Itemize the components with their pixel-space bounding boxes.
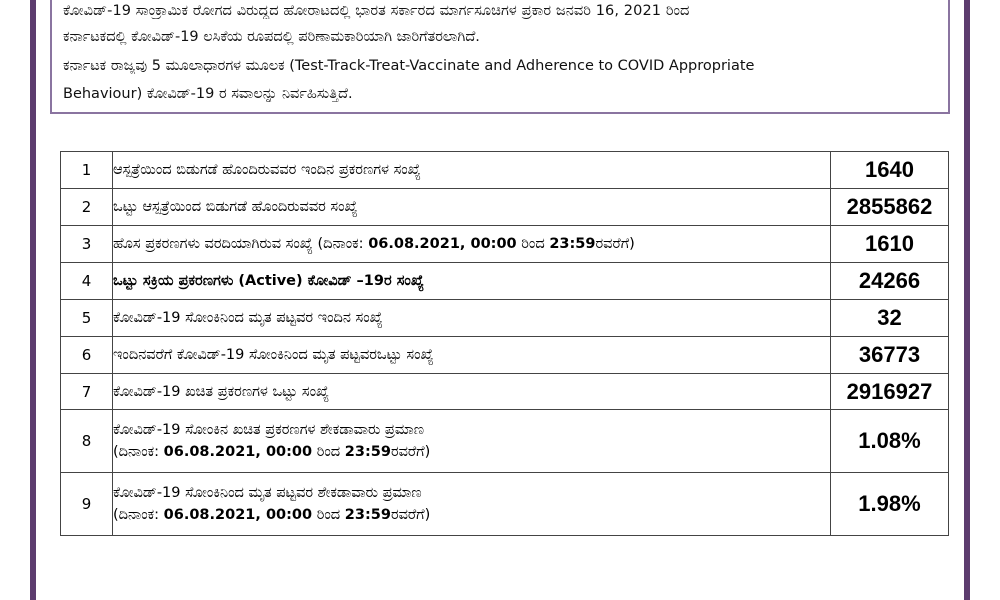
date-range-end: 23:59 xyxy=(344,444,391,460)
row-number: 9 xyxy=(61,473,113,536)
row-value: 1610 xyxy=(831,226,949,263)
desc-part: ರಿಂದ xyxy=(516,236,550,252)
intro-line-3: ಕರ್ನಾಟಕ ರಾಜ್ಯವು 5 ಮೂಲಾಧಾರಗಳ ಮೂಲಕ (Test-Track-Treat-Vaccinate and Adherence to COVID Appropriate xyxy=(63,58,755,74)
intro-line-1: ಕೋವಿಡ್-19 ಸಾಂಕ್ರಾಮಿಕ ರೋಗದ ವಿರುದ್ಧದ ಹೋರಾಟದಲ್ಲಿ ಭಾರತ ಸರ್ಕಾರದ ಮಾರ್ಗಸೂಚಿಗಳ ಪ್ರಕಾರ ಜನವರಿ 16, 2021 ರಿಂದ xyxy=(63,3,690,19)
desc-date-range xyxy=(113,507,830,523)
row-number: 8 xyxy=(61,410,113,473)
row-number: 2 xyxy=(61,189,113,226)
date-range-start: 06.08.2021, 00:00 xyxy=(368,236,517,252)
desc-part: ರಿಂದ xyxy=(312,507,345,523)
covid-stats-table xyxy=(60,151,949,536)
intro-box xyxy=(50,0,950,114)
row-description: ಒಟ್ಟು ಸಕ್ರಿಯ ಪ್ರಕರಣಗಳು (Active) ಕೋವಿಡ್ –19ರ ಸಂಖ್ಯೆ xyxy=(113,263,831,300)
row-description: ಕೋವಿಡ್-19 ಖಚಿತ ಪ್ರಕರಣಗಳ ಒಟ್ಟು ಸಂಖ್ಯೆ xyxy=(113,374,831,410)
table-row xyxy=(61,300,949,337)
table-row xyxy=(61,473,949,536)
row-description: ಆಸ್ಪತ್ರೆಯಿಂದ ಬಿಡುಗಡೆ ಹೊಂದಿರುವವರ ಇಂದಿನ ಪ್ರಕರಣಗಳ ಸಂಖ್ಯೆ xyxy=(113,152,831,189)
date-range-start: 06.08.2021, 00:00 xyxy=(163,444,313,460)
row-value: 1640 xyxy=(831,152,949,189)
desc-date-range xyxy=(113,444,830,460)
table-row xyxy=(61,226,949,263)
row-description xyxy=(113,410,831,473)
row-value: 2855862 xyxy=(831,189,949,226)
desc-part: ರಿಂದ xyxy=(312,444,345,460)
desc-part: (ದಿನಾಂಕ: xyxy=(113,507,164,523)
row-number: 1 xyxy=(61,152,113,189)
row-value: 24266 xyxy=(831,263,949,300)
desc-part: (ದಿನಾಂಕ: xyxy=(113,444,164,460)
row-number: 4 xyxy=(61,263,113,300)
date-range-end: 23:59 xyxy=(549,236,596,252)
row-description xyxy=(113,473,831,536)
table-row xyxy=(61,189,949,226)
desc-part: ಹೊಸ ಪ್ರಕರಣಗಳು ವರದಿಯಾಗಿರುವ ಸಂಖ್ಯೆ (ದಿನಾಂಕ: xyxy=(113,236,369,252)
table-row xyxy=(61,337,949,374)
table-row xyxy=(61,410,949,473)
row-number: 6 xyxy=(61,337,113,374)
desc-part: ರವರೆಗೆ) xyxy=(595,236,635,252)
desc-main: ಕೋವಿಡ್-19 ಸೋಂಕಿನಿಂದ ಮೃತ ಪಟ್ಟವರ ಶೇಕಡಾವಾರು ಪ್ರಮಾಣ xyxy=(113,485,422,501)
table-row xyxy=(61,374,949,410)
row-value: 1.08% xyxy=(831,410,949,473)
row-description xyxy=(113,226,831,263)
intro-line-2: ಕರ್ನಾಟಕದಲ್ಲಿ ಕೋವಿಡ್-19 ಲಸಿಕೆಯ ರೂಪದಲ್ಲಿ ಪರಿಣಾಮಕಾರಿಯಾಗಿ ಜಾರಿಗೆತರಲಾಗಿದೆ. xyxy=(63,29,480,45)
table-row xyxy=(61,263,949,300)
table-row xyxy=(61,152,949,189)
intro-line-4: Behaviour) ಕೋವಿಡ್-19 ರ ಸವಾಲನ್ನು ನಿರ್ವಹಿಸುತ್ತಿದೆ. xyxy=(63,86,353,102)
desc-main: ಕೋವಿಡ್-19 ಸೋಂಕಿನ ಖಚಿತ ಪ್ರಕರಣಗಳ ಶೇಕಡಾವಾರು ಪ್ರಮಾಣ xyxy=(113,422,425,438)
date-range-start: 06.08.2021, 00:00 xyxy=(163,507,313,523)
row-description: ಕೋವಿಡ್-19 ಸೋಂಕಿನಿಂದ ಮೃತ ಪಟ್ಟವರ ಇಂದಿನ ಸಂಖ್ಯೆ xyxy=(113,300,831,337)
row-value: 36773 xyxy=(831,337,949,374)
row-value: 32 xyxy=(831,300,949,337)
date-range-end: 23:59 xyxy=(344,507,391,523)
row-value: 1.98% xyxy=(831,473,949,536)
row-number: 5 xyxy=(61,300,113,337)
desc-part: ರವರೆಗೆ) xyxy=(390,444,431,460)
row-description: ಇಂದಿನವರೆಗೆ ಕೋವಿಡ್-19 ಸೋಂಕಿನಿಂದ ಮೃತ ಪಟ್ಟವರಒಟ್ಟು ಸಂಖ್ಯೆ xyxy=(113,337,831,374)
page-border-left xyxy=(30,0,36,600)
row-number: 7 xyxy=(61,374,113,410)
row-description: ಒಟ್ಟು ಆಸ್ಪತ್ರೆಯಿಂದ ಬಿಡುಗಡೆ ಹೊಂದಿರುವವರ ಸಂಖ್ಯೆ xyxy=(113,189,831,226)
desc-part: ರವರೆಗೆ) xyxy=(390,507,431,523)
row-number: 3 xyxy=(61,226,113,263)
row-value: 2916927 xyxy=(831,374,949,410)
page-border-right xyxy=(964,0,970,600)
